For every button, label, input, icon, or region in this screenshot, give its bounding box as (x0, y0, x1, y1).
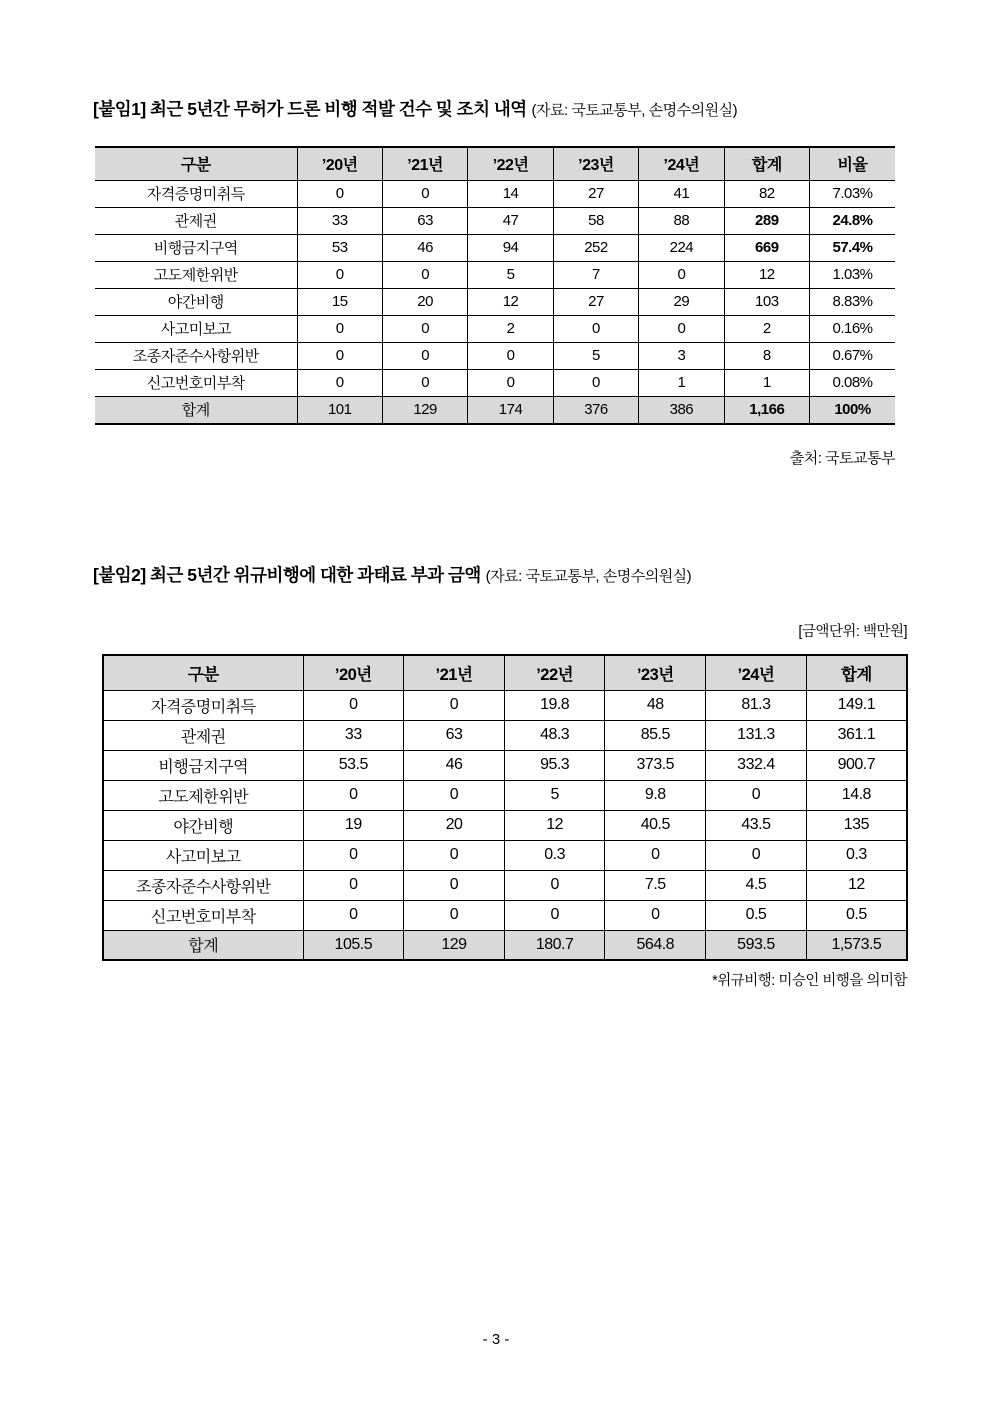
value-cell: 7 (553, 261, 638, 288)
value-cell: 0 (297, 315, 382, 342)
value-cell: 7.5 (605, 870, 706, 900)
value-cell: 669 (724, 234, 809, 261)
header-cell: ’24년 (706, 655, 807, 690)
value-cell: 0.5 (806, 900, 907, 930)
value-cell: 0 (504, 870, 605, 900)
value-cell: 24.8% (810, 207, 895, 234)
value-cell: 14.8 (806, 780, 907, 810)
value-cell: 593.5 (706, 930, 807, 960)
value-cell: 9.8 (605, 780, 706, 810)
value-cell: 149.1 (806, 690, 907, 720)
value-cell: 0 (504, 900, 605, 930)
value-cell: 0 (468, 342, 553, 369)
value-cell: 0.3 (806, 840, 907, 870)
value-cell: 0 (605, 840, 706, 870)
table-row (103, 690, 907, 720)
header-row (95, 147, 895, 180)
value-cell: 0 (297, 261, 382, 288)
value-cell: 252 (553, 234, 638, 261)
value-cell: 0 (303, 870, 404, 900)
header-cell: ’23년 (605, 655, 706, 690)
value-cell: 53 (297, 234, 382, 261)
value-cell: 53.5 (303, 750, 404, 780)
value-cell: 386 (639, 396, 724, 424)
table-row (95, 369, 895, 396)
table-row (95, 342, 895, 369)
header-cell: ’22년 (504, 655, 605, 690)
detections-table-container (95, 146, 895, 425)
value-cell: 0 (639, 261, 724, 288)
value-cell: 0.08% (810, 369, 895, 396)
fines-table-container (102, 654, 908, 961)
value-cell: 0 (303, 840, 404, 870)
total-row (95, 396, 895, 424)
value-cell: 0 (639, 315, 724, 342)
attachment2-title (93, 562, 691, 587)
table-row (103, 870, 907, 900)
value-cell: 900.7 (806, 750, 907, 780)
row-label-cell: 비행금지구역 (95, 234, 297, 261)
table-row (95, 288, 895, 315)
value-cell: 27 (553, 180, 638, 207)
value-cell: 48.3 (504, 720, 605, 750)
table-row (95, 234, 895, 261)
row-label-cell: 조종자준수사항위반 (95, 342, 297, 369)
value-cell: 0.16% (810, 315, 895, 342)
header-cell: ’20년 (303, 655, 404, 690)
value-cell: 332.4 (706, 750, 807, 780)
value-cell: 43.5 (706, 810, 807, 840)
value-cell: 1,573.5 (806, 930, 907, 960)
value-cell: 373.5 (605, 750, 706, 780)
value-cell: 0 (382, 369, 467, 396)
value-cell: 135 (806, 810, 907, 840)
table-row (103, 750, 907, 780)
value-cell: 46 (404, 750, 505, 780)
value-cell: 361.1 (806, 720, 907, 750)
value-cell: 46 (382, 234, 467, 261)
value-cell: 129 (404, 930, 505, 960)
row-label-cell: 야간비행 (103, 810, 303, 840)
row-label-cell: 신고번호미부착 (95, 369, 297, 396)
row-label-cell: 야간비행 (95, 288, 297, 315)
row-label-cell: 비행금지구역 (103, 750, 303, 780)
value-cell: 12 (504, 810, 605, 840)
header-row (103, 655, 907, 690)
value-cell: 5 (553, 342, 638, 369)
value-cell: 33 (303, 720, 404, 750)
header-cell: ’21년 (382, 147, 467, 180)
attachment2-title-text: [붙임2] 최근 5년간 위규비행에 대한 과태료 부과 금액 (93, 565, 481, 585)
value-cell: 40.5 (605, 810, 706, 840)
value-cell: 1,166 (724, 396, 809, 424)
row-label-cell: 사고미보고 (95, 315, 297, 342)
value-cell: 0 (706, 840, 807, 870)
table-row (95, 315, 895, 342)
value-cell: 19.8 (504, 690, 605, 720)
value-cell: 0 (404, 690, 505, 720)
header-cell: ’23년 (553, 147, 638, 180)
value-cell: 4.5 (706, 870, 807, 900)
value-cell: 0 (382, 261, 467, 288)
value-cell: 81.3 (706, 690, 807, 720)
value-cell: 0 (553, 315, 638, 342)
row-label-cell: 사고미보고 (103, 840, 303, 870)
value-cell: 129 (382, 396, 467, 424)
value-cell: 5 (504, 780, 605, 810)
value-cell: 14 (468, 180, 553, 207)
value-cell: 0 (468, 369, 553, 396)
value-cell: 0.5 (706, 900, 807, 930)
header-cell: ’22년 (468, 147, 553, 180)
value-cell: 88 (639, 207, 724, 234)
header-cell: 구분 (95, 147, 297, 180)
row-label-cell: 관제권 (95, 207, 297, 234)
attachment2-title-source-note: (자료: 국토교통부, 손명수의원실) (485, 568, 692, 585)
value-cell: 105.5 (303, 930, 404, 960)
value-cell: 0 (297, 342, 382, 369)
row-label-cell: 합계 (95, 396, 297, 424)
detections-table (95, 146, 895, 425)
header-cell: 합계 (724, 147, 809, 180)
table1-source-label: 출처: 국토교통부 (789, 450, 895, 467)
value-cell: 0 (382, 342, 467, 369)
table-row (103, 720, 907, 750)
value-cell: 0 (297, 180, 382, 207)
attachment1-title-source-note: (자료: 국토교통부, 손명수의원실) (531, 102, 738, 119)
page-number: - 3 - (482, 1331, 510, 1348)
value-cell: 0 (382, 315, 467, 342)
value-cell: 8.83% (810, 288, 895, 315)
row-label-cell: 자격증명미취득 (95, 180, 297, 207)
table-row (95, 180, 895, 207)
table-row (103, 840, 907, 870)
value-cell: 3 (639, 342, 724, 369)
value-cell: 12 (806, 870, 907, 900)
value-cell: 1 (724, 369, 809, 396)
value-cell: 0 (297, 369, 382, 396)
header-cell: 비율 (810, 147, 895, 180)
fines-table (102, 654, 908, 961)
table-row (95, 261, 895, 288)
header-cell: 합계 (806, 655, 907, 690)
header-cell: ’24년 (639, 147, 724, 180)
value-cell: 2 (468, 315, 553, 342)
row-label-cell: 조종자준수사항위반 (103, 870, 303, 900)
row-label-cell: 고도제한위반 (103, 780, 303, 810)
value-cell: 41 (639, 180, 724, 207)
value-cell: 0.67% (810, 342, 895, 369)
row-label-cell: 자격증명미취득 (103, 690, 303, 720)
value-cell: 63 (382, 207, 467, 234)
value-cell: 29 (639, 288, 724, 315)
value-cell: 100% (810, 396, 895, 424)
value-cell: 2 (724, 315, 809, 342)
header-cell: ’20년 (297, 147, 382, 180)
value-cell: 33 (297, 207, 382, 234)
row-label-cell: 합계 (103, 930, 303, 960)
table-row (103, 900, 907, 930)
value-cell: 58 (553, 207, 638, 234)
row-label-cell: 신고번호미부착 (103, 900, 303, 930)
table-row (103, 780, 907, 810)
value-cell: 1.03% (810, 261, 895, 288)
value-cell: 131.3 (706, 720, 807, 750)
value-cell: 0 (303, 900, 404, 930)
value-cell: 0 (706, 780, 807, 810)
table-row (95, 207, 895, 234)
value-cell: 224 (639, 234, 724, 261)
value-cell: 20 (382, 288, 467, 315)
value-cell: 0 (382, 180, 467, 207)
value-cell: 1 (639, 369, 724, 396)
value-cell: 376 (553, 396, 638, 424)
value-cell: 7.03% (810, 180, 895, 207)
value-cell: 19 (303, 810, 404, 840)
value-cell: 82 (724, 180, 809, 207)
value-cell: 0 (404, 900, 505, 930)
value-cell: 85.5 (605, 720, 706, 750)
table2-footnote: *위규비행: 미승인 비행을 의미함 (712, 973, 907, 989)
value-cell: 103 (724, 288, 809, 315)
value-cell: 47 (468, 207, 553, 234)
value-cell: 0 (605, 900, 706, 930)
value-cell: 95.3 (504, 750, 605, 780)
value-cell: 564.8 (605, 930, 706, 960)
value-cell: 101 (297, 396, 382, 424)
value-cell: 0 (404, 840, 505, 870)
value-cell: 0 (404, 870, 505, 900)
value-cell: 20 (404, 810, 505, 840)
value-cell: 94 (468, 234, 553, 261)
value-cell: 63 (404, 720, 505, 750)
attachment1-title-text: [붙임1] 최근 5년간 무허가 드론 비행 적발 건수 및 조치 내역 (93, 99, 527, 119)
value-cell: 57.4% (810, 234, 895, 261)
value-cell: 180.7 (504, 930, 605, 960)
value-cell: 5 (468, 261, 553, 288)
value-cell: 0 (303, 690, 404, 720)
value-cell: 12 (724, 261, 809, 288)
value-cell: 0.3 (504, 840, 605, 870)
table-row (103, 810, 907, 840)
attachment1-title (93, 96, 737, 121)
value-cell: 0 (303, 780, 404, 810)
value-cell: 0 (553, 369, 638, 396)
row-label-cell: 관제권 (103, 720, 303, 750)
value-cell: 289 (724, 207, 809, 234)
row-label-cell: 고도제한위반 (95, 261, 297, 288)
value-cell: 27 (553, 288, 638, 315)
value-cell: 8 (724, 342, 809, 369)
total-row (103, 930, 907, 960)
value-cell: 174 (468, 396, 553, 424)
value-cell: 12 (468, 288, 553, 315)
header-cell: 구분 (103, 655, 303, 690)
value-cell: 0 (404, 780, 505, 810)
header-cell: ’21년 (404, 655, 505, 690)
table2-unit-label: [금액단위: 백만원] (798, 624, 907, 640)
value-cell: 15 (297, 288, 382, 315)
value-cell: 48 (605, 690, 706, 720)
